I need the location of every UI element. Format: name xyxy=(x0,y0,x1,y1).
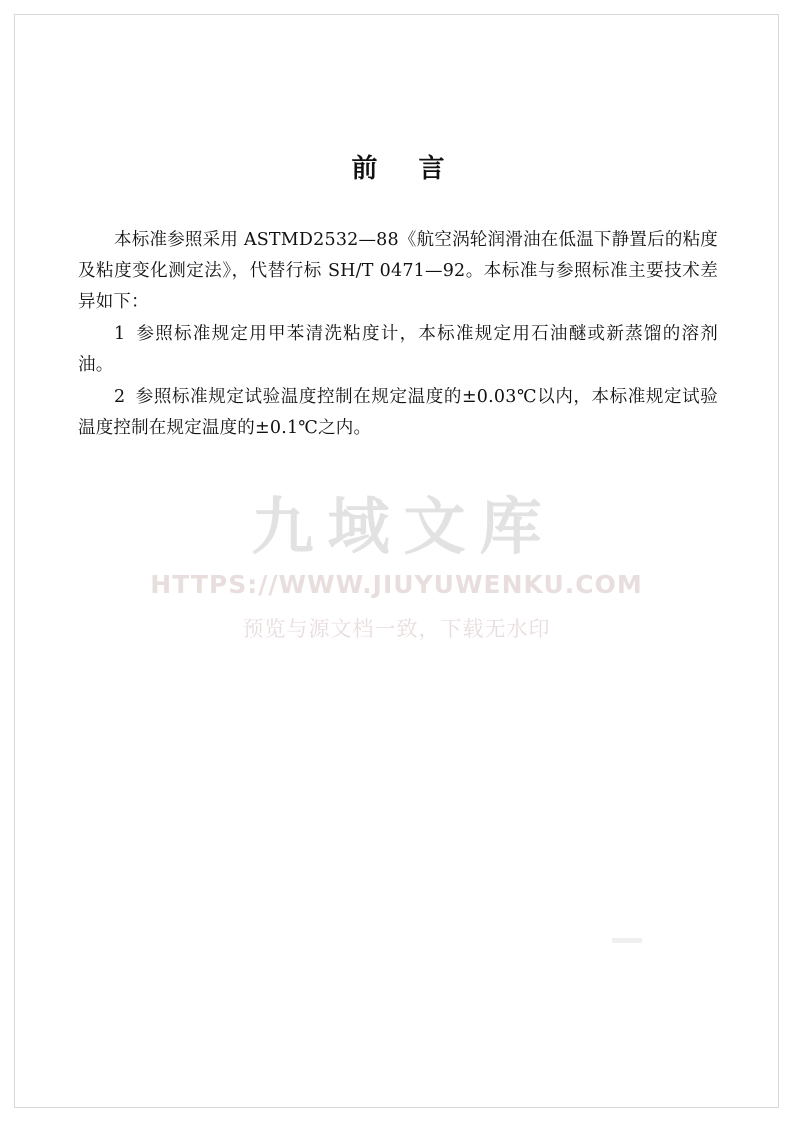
page-artifact xyxy=(612,938,642,943)
body-text xyxy=(78,225,718,444)
paragraph-item-2 xyxy=(78,382,718,444)
paragraph-item-2-number: 2 xyxy=(114,387,126,407)
page-content xyxy=(78,0,718,445)
paragraph-item-1 xyxy=(78,319,718,381)
watermark-subtitle: 预览与源文档一致，下载无水印 xyxy=(242,617,551,641)
paragraph-intro: 本标准参照采用 ASTMD2532—88《航空涡轮润滑油在低温下静置后的粘度及粘度变化测定法》，代替行标 SH/T 0471—92。本标准与参照标准主要技术差异如下： xyxy=(78,230,718,312)
paragraph-item-2-text: 参照标准规定试验温度控制在规定温度的±0.03℃以内，本标准规定试验温度控制在规定温度的±0.1℃之内。 xyxy=(78,387,718,438)
watermark-url: HTTPS://WWW.JIUYUWENKU.COM xyxy=(150,570,643,599)
watermark-title: 九域文库 xyxy=(251,490,556,563)
paragraph-item-1-number: 1 xyxy=(114,324,126,344)
watermark xyxy=(0,490,793,643)
paragraph-item-1-text: 参照标准规定用甲苯清洗粘度计，本标准规定用石油醚或新蒸馏的溶剂油。 xyxy=(78,324,718,375)
page-title: 前 言 xyxy=(351,154,461,184)
